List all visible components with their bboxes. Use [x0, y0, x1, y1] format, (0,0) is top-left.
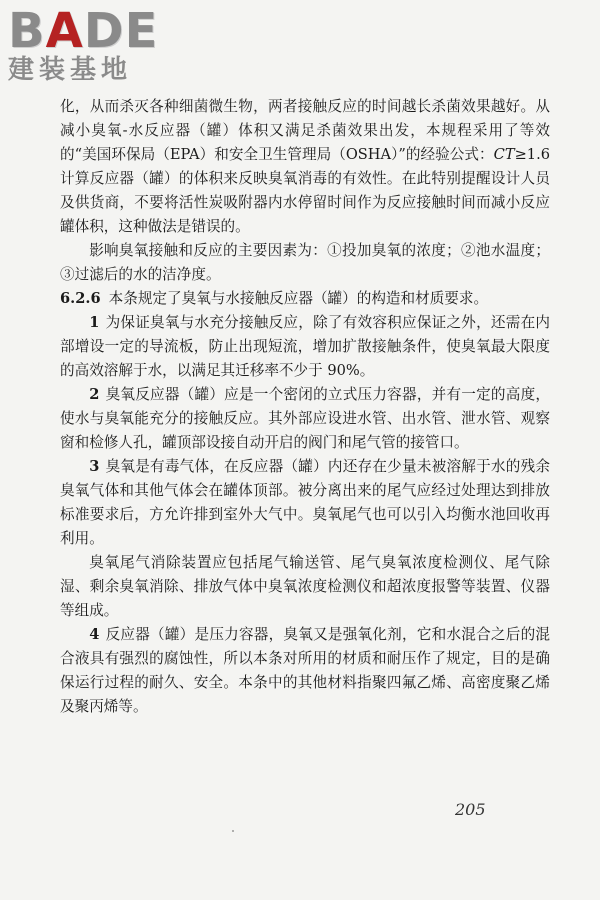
- list-item-3: 3 臭氧是有毒气体，在反应器（罐）内还存在少量未被溶解于水的残余臭氧气体和其他气体会在罐体顶部。被分离出来的尾气应经过处理达到排放标准要求后，方允许排到室外大气中。臭氧尾气也可以引入均衡水池回收再利用。: [60, 458, 550, 547]
- formula-ct: CT: [493, 146, 515, 163]
- logo-accent-letter: A: [45, 3, 84, 59]
- paragraph-1: 化，从而杀灭各种细菌微生物，两者接触反应的时间越长杀菌效果越好。从减小臭氧-水反应器（罐）体积又满足杀菌效果出发，本规程采用了等效的“美国环保局（EPA）和安全卫生管理局（OSHA）”的经验公式：CT≥1.6 计算反应器（罐）的体积来反映臭氧消毒的有效性。在此特别提醒设计人员及供货商，不要将活性炭吸附器内水停留时间作为反应接触时间而减小反应罐体积，这种做法是错误的。: [60, 98, 550, 235]
- scan-speck: [232, 830, 234, 832]
- logo-wordmark: BADE: [8, 3, 159, 59]
- page-body: [60, 95, 550, 719]
- list-item-3-extra: 臭氧尾气消除装置应包括尾气输送管、尾气臭氧浓度检测仪、尾气除湿、剩余臭氧消除、排放气体中臭氧浓度检测仪和超浓度报警等装置、仪器等组成。: [60, 554, 550, 619]
- list-item-2: 2 臭氧反应器（罐）应是一个密闭的立式压力容器，并有一定的高度，使水与臭氧能充分的接触反应。其外部应设进水管、出水管、泄水管、观察窗和检修人孔，罐顶部设接自动开启的阀门和尾气管的接管口。: [60, 386, 550, 451]
- bade-logo: [8, 4, 178, 86]
- list-item-4: 4 反应器（罐）是压力容器，臭氧又是强氧化剂，它和水混合之后的混合液具有强烈的腐蚀性，所以本条对所用的材质和耐压作了规定，目的是确保运行过程的耐久、安全。本条中的其他材料指聚四氟乙烯、高密度聚乙烯及聚丙烯等。: [60, 626, 550, 715]
- list-item-1: 1 为保证臭氧与水充分接触反应，除了有效容积应保证之外，还需在内部增设一定的导流板，防止出现短流，增加扩散接触条件，使臭氧最大限度的高效溶解于水，以满足其迁移率不少于 90%。: [60, 314, 550, 379]
- section-6-2-6: 6.2.6 本条规定了臭氧与水接触反应器（罐）的构造和材质要求。: [60, 290, 489, 307]
- page-number: 205: [455, 800, 486, 819]
- paragraph-2: 影响臭氧接触和反应的主要因素为：①投加臭氧的浓度；②池水温度；③过滤后的水的洁净度。: [60, 242, 550, 283]
- section-number: 6.2.6: [60, 290, 101, 307]
- logo-subtitle: 建装基地: [8, 55, 133, 85]
